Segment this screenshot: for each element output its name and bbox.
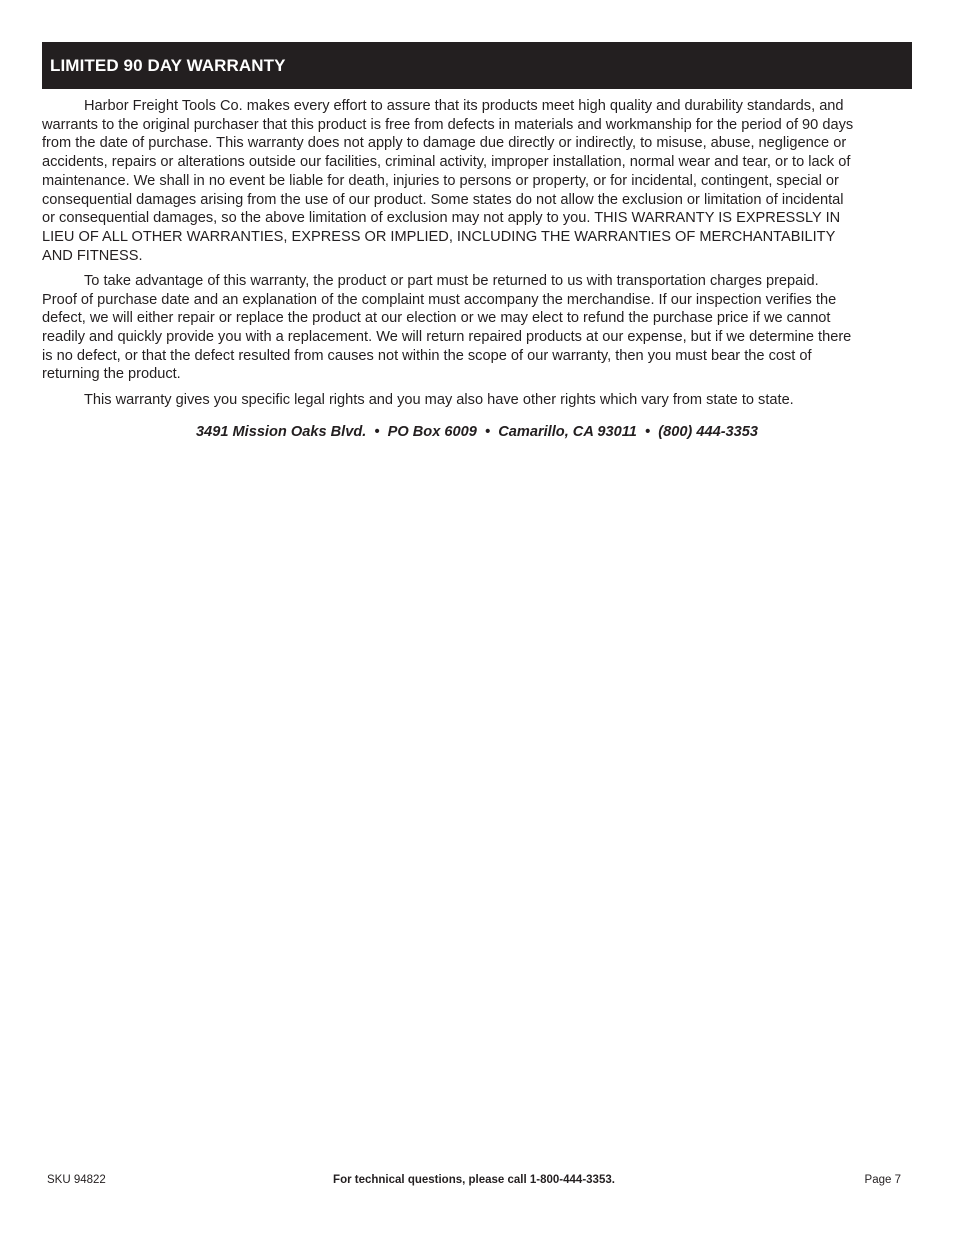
warranty-paragraph-3: This warranty gives you specific legal rights and you may also have other rights which vary from state to state. bbox=[84, 391, 794, 408]
warranty-paragraph-1: Harbor Freight Tools Co. makes every effort to assure that its products meet high quality and durability standards, and warrants to the original purchaser that this product is free from defects in materials and workmanship for the period of 90 days from the date of purchase. This warranty does not apply to damage due directly or indirectly, to misuse, abuse, negligence or accidents, repairs or alterations outside our facilities, criminal activity, improper installation, normal wear and tear, or to lack of maintenance. We shall in no event be liable for death, injuries to persons or property, or for incidental, contingent, special or consequential damages arising from the use of our product. Some states do not allow the exclusion or limitation of incidental or consequential damages, so the above limitation of exclusion may not apply to you. THIS WARRANTY IS EXPRESSLY IN LIEU OF ALL OTHER WARRANTIES, EXPRESS OR IMPLIED, INCLUDING THE WARRANTIES OF MERCHANTABILITY AND FITNESS. bbox=[42, 98, 854, 264]
footer-tech-support: For technical questions, please call 1-800-444-3353. bbox=[333, 1174, 615, 1186]
footer-sku: SKU 94822 bbox=[47, 1174, 106, 1186]
warranty-body bbox=[42, 97, 854, 416]
warranty-paragraph-2: To take advantage of this warranty, the product or part must be returned to us with transportation charges prepaid. Proof of purchase date and an explanation of the complaint must accompany the merchandise. If our inspection verifies the defect, we will either repair or replace the product at our election or we may elect to refund the purchase price if we cannot readily and quickly provide you with a replacement. We will return repaired products at our expense, but if we determine there is no defect, or that the defect resulted from causes not within the scope of our warranty, then you must bear the cost of returning the product. bbox=[42, 272, 852, 383]
section-title: LIMITED 90 DAY WARRANTY bbox=[50, 55, 286, 75]
company-address: 3491 Mission Oaks Blvd. • PO Box 6009 • Camarillo, CA 93011 • (800) 444-3353 bbox=[195, 424, 759, 440]
footer-page-number: Page 7 bbox=[864, 1174, 901, 1186]
section-header-bar bbox=[42, 42, 912, 89]
